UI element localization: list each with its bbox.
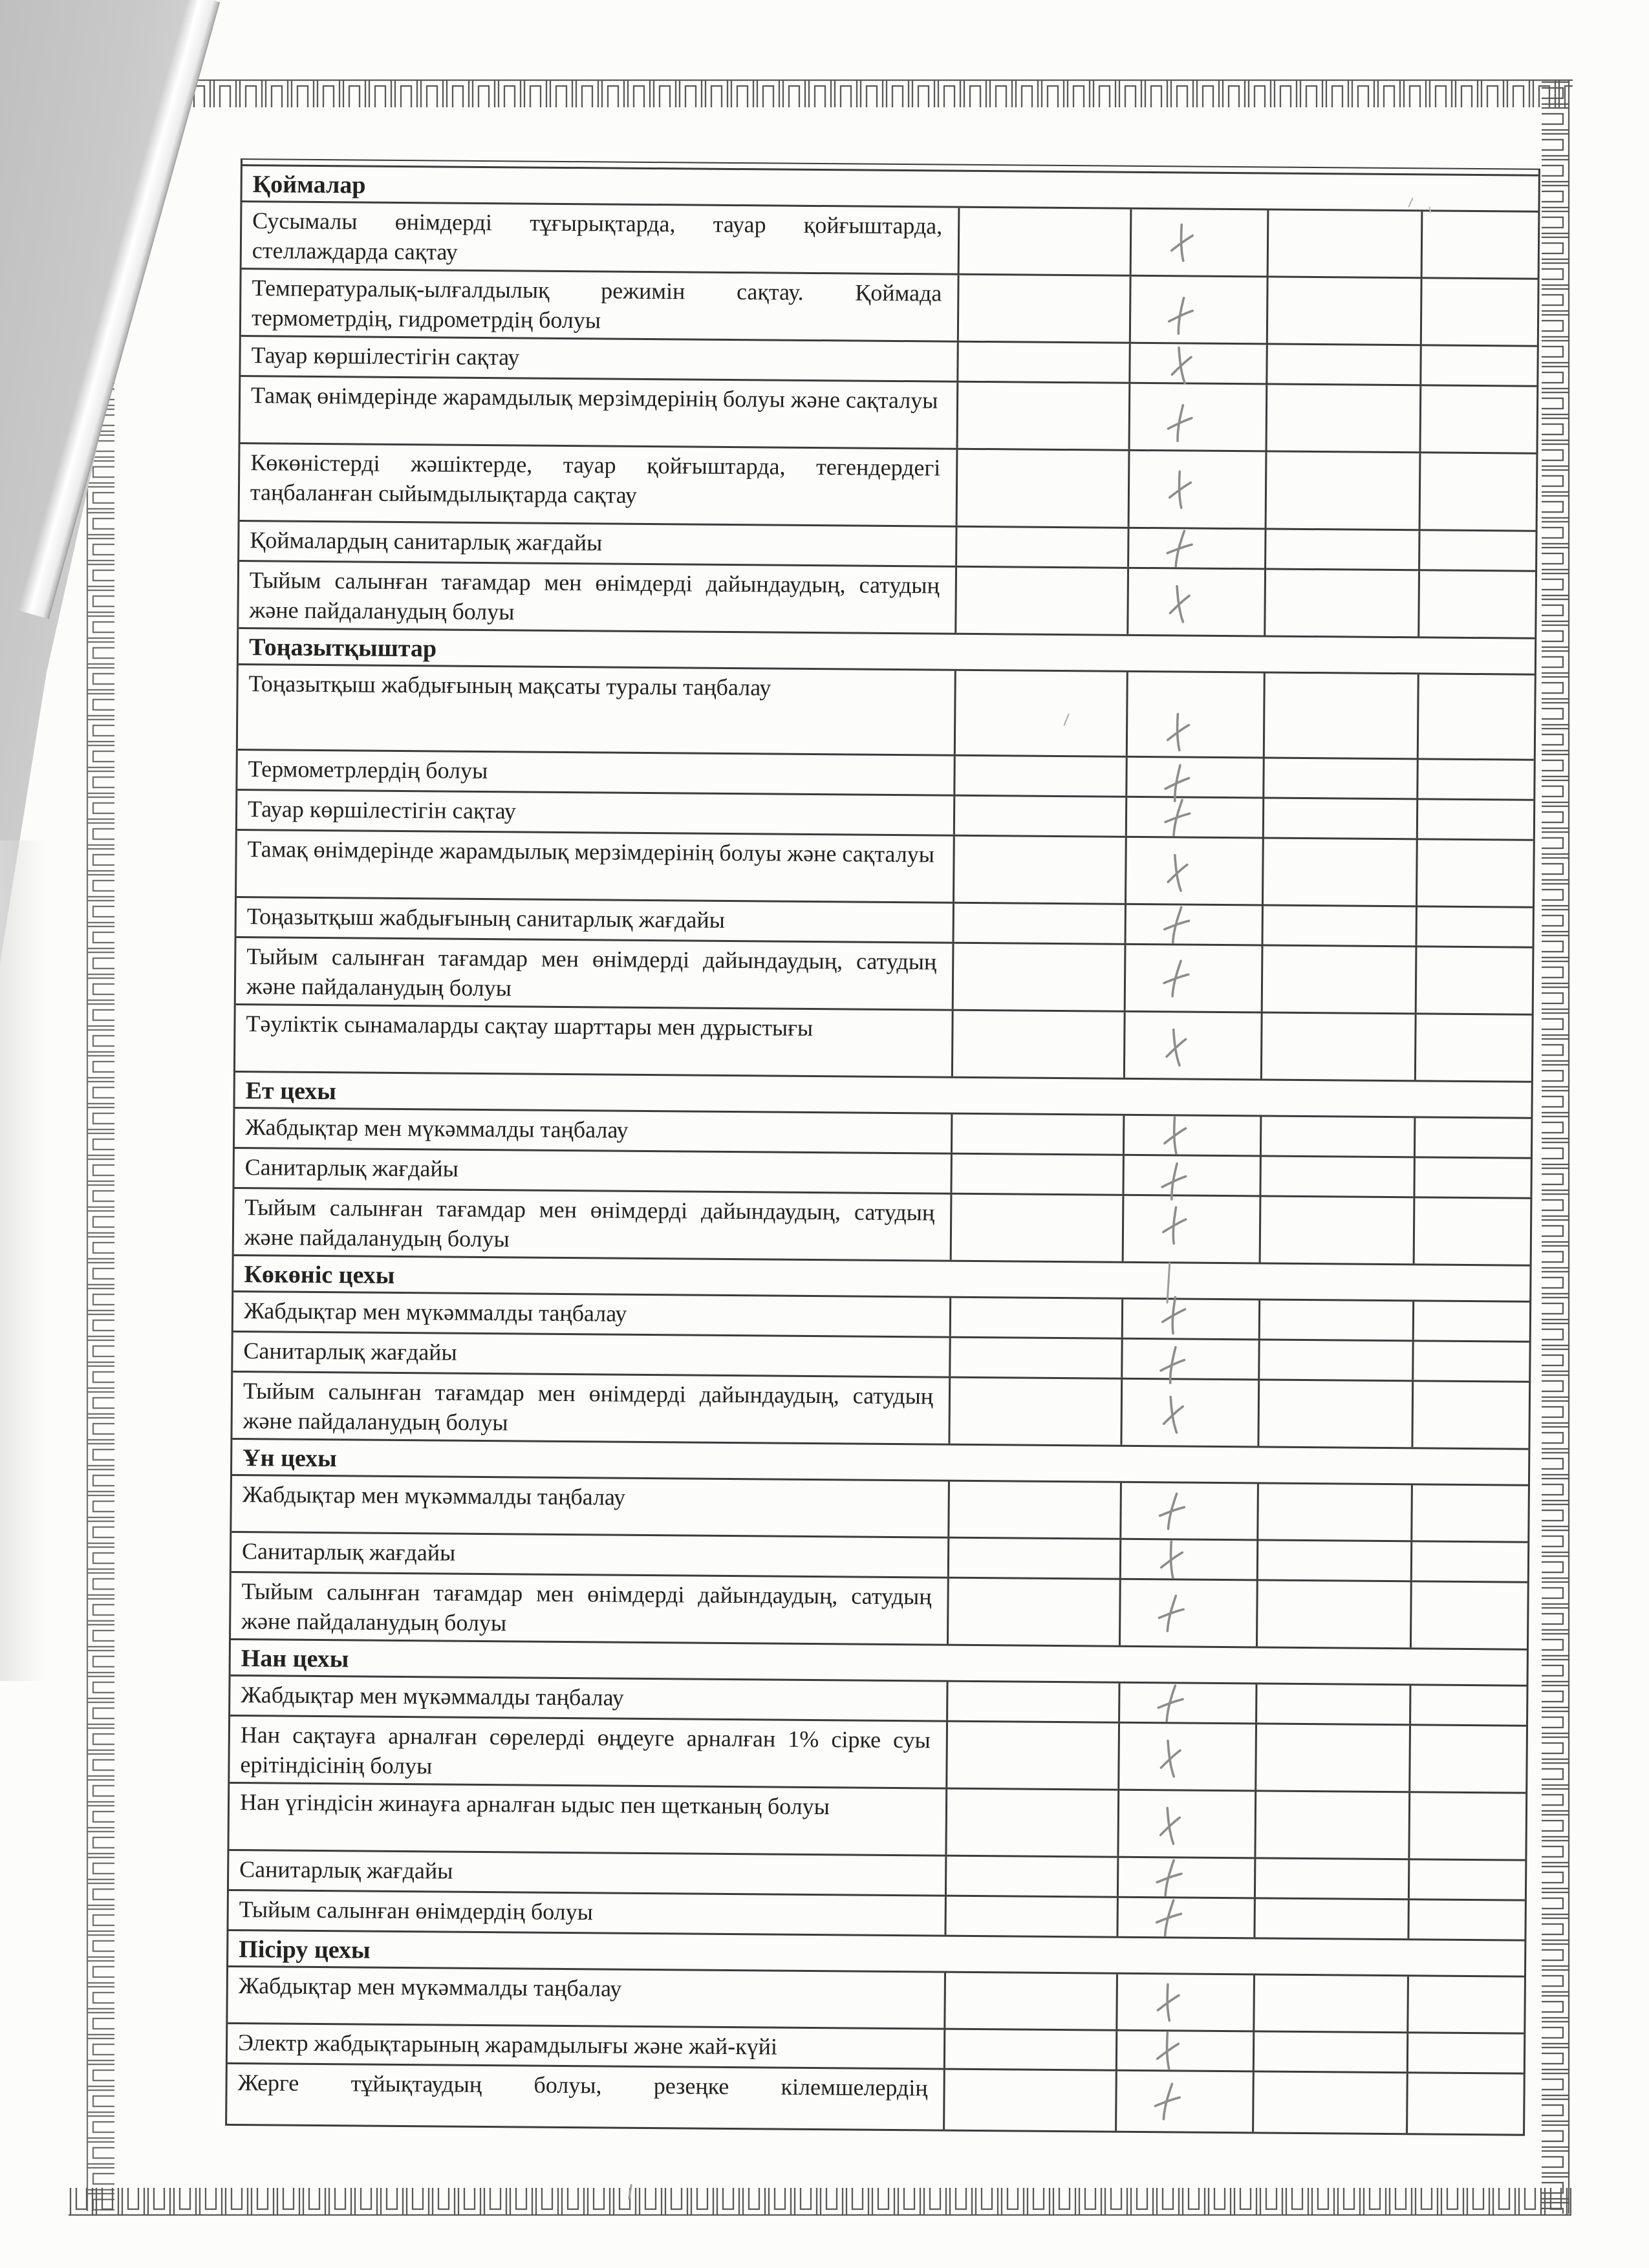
pencil-cross-mark-icon xyxy=(1152,1680,1189,1726)
row-cell-1 xyxy=(958,450,1130,527)
section-title: Тоңазытқыштар xyxy=(248,634,437,663)
row-cell-4 xyxy=(1417,947,1533,1013)
table-row xyxy=(227,2064,1524,2134)
row-label: Тамақ өнімдерінде жарамдылық мерзімдерінің болуы және сақталуы xyxy=(237,831,955,902)
row-label: Жабдықтар мен мүкәммалды таңбалау xyxy=(235,1109,953,1153)
scan-edge-shadow xyxy=(0,840,45,1681)
table-row xyxy=(239,562,1535,639)
section-title: Қоймалар xyxy=(252,171,366,199)
row-label: Электр жабдықтарының жарамдылығы және жай-күйі xyxy=(228,2024,945,2068)
pencil-cross-mark-icon xyxy=(1153,1736,1189,1781)
section-title: Пісіру цехы xyxy=(239,1936,371,1964)
pencil-cross-mark-icon xyxy=(1153,1590,1189,1636)
row-cell-1 xyxy=(949,1539,1121,1578)
row-cell-1 xyxy=(959,275,1132,342)
row-cell-2 xyxy=(1119,1724,1257,1790)
pencil-cross-mark-icon xyxy=(1152,2030,1183,2072)
pencil-cross-mark-icon xyxy=(1159,1204,1190,1246)
row-cell-3 xyxy=(1264,906,1417,945)
table-row xyxy=(236,938,1533,1016)
row-cell-2 xyxy=(1132,209,1269,276)
section-title: Ет цехы xyxy=(245,1077,337,1106)
row-cell-2 xyxy=(1121,1540,1258,1579)
table-row xyxy=(232,1476,1528,1543)
row-cell-3 xyxy=(1269,210,1423,277)
row-cell-1 xyxy=(954,904,1126,943)
row-cell-1 xyxy=(949,1579,1121,1645)
row-cell-1 xyxy=(956,671,1128,756)
row-cell-4 xyxy=(1413,1382,1529,1448)
row-cell-3 xyxy=(1267,345,1421,384)
row-label: Санитарлық жағдайы xyxy=(235,1149,953,1193)
row-cell-4 xyxy=(1422,279,1538,345)
row-cell-3 xyxy=(1261,1197,1416,1263)
row-cell-2 xyxy=(1126,838,1264,904)
row-cell-3 xyxy=(1263,946,1417,1012)
pencil-cross-mark-icon xyxy=(1159,902,1195,947)
row-label: Тыйым салынған тағамдар мен өнімдерді дайындаудың, сатудың және пайдаланудың болуы xyxy=(234,1189,953,1260)
section-title: Көкөніс цехы xyxy=(244,1261,395,1289)
row-cell-3 xyxy=(1256,1724,1411,1791)
row-label: Тәуліктік сынамаларды сақтау шарттары мен дұрыстығы xyxy=(235,1005,954,1076)
row-cell-1 xyxy=(945,2070,1117,2131)
row-cell-2 xyxy=(1128,569,1266,636)
row-label: Термометрлердің болуы xyxy=(237,751,955,795)
row-cell-4 xyxy=(1418,800,1533,839)
row-cell-1 xyxy=(957,528,1129,567)
row-cell-2 xyxy=(1121,1483,1259,1539)
row-cell-1 xyxy=(953,1011,1126,1078)
row-cell-1 xyxy=(951,1298,1123,1338)
table-row xyxy=(242,202,1538,280)
row-cell-4 xyxy=(1408,1976,1524,2032)
row-cell-3 xyxy=(1260,1300,1414,1340)
row-cell-3 xyxy=(1260,1340,1414,1380)
pencil-cross-mark-icon xyxy=(1164,294,1198,337)
pencil-cross-mark-icon xyxy=(1163,401,1197,444)
row-cell-2 xyxy=(1128,672,1266,757)
row-cell-4 xyxy=(1414,1301,1529,1340)
table-row xyxy=(240,444,1536,532)
row-cell-2 xyxy=(1130,451,1267,528)
row-cell-2 xyxy=(1123,1300,1260,1339)
row-cell-4 xyxy=(1421,386,1536,452)
row-cell-1 xyxy=(956,568,1129,634)
table-row xyxy=(238,665,1535,761)
row-cell-2 xyxy=(1119,1791,1256,1857)
pencil-cross-mark-icon xyxy=(1153,1982,1184,2024)
row-cell-4 xyxy=(1416,1014,1532,1080)
row-cell-3 xyxy=(1258,1581,1412,1647)
row-cell-3 xyxy=(1264,758,1418,798)
pencil-cross-mark-icon xyxy=(1163,711,1194,753)
row-cell-1 xyxy=(951,1338,1123,1378)
row-cell-2 xyxy=(1130,344,1267,383)
row-label: Тамақ өнімдерінде жарамдылық мерзімдерінің болуы және сақталуы xyxy=(241,377,959,448)
checklist-table xyxy=(225,158,1540,2136)
row-label: Санитарлық жағдайы xyxy=(232,1533,949,1577)
row-label: Сусымалы өнімдерді тұғырықтарда, тауар қойғыштарда, стеллаждарда сақтау xyxy=(242,202,960,273)
row-cell-3 xyxy=(1265,673,1419,758)
row-cell-4 xyxy=(1410,1726,1526,1792)
row-cell-2 xyxy=(1117,2031,1255,2071)
row-cell-4 xyxy=(1415,1158,1530,1197)
row-cell-3 xyxy=(1268,277,1423,344)
row-cell-4 xyxy=(1408,2033,1524,2072)
row-cell-3 xyxy=(1255,1975,1409,2031)
row-cell-4 xyxy=(1419,674,1535,758)
row-cell-4 xyxy=(1412,1582,1527,1648)
greek-key-border-left xyxy=(85,304,114,2211)
row-cell-3 xyxy=(1266,530,1420,569)
greek-key-border-top xyxy=(186,78,1573,107)
row-cell-3 xyxy=(1256,1859,1410,1898)
row-cell-3 xyxy=(1256,1792,1410,1858)
row-cell-3 xyxy=(1262,1117,1416,1156)
row-cell-3 xyxy=(1267,452,1421,529)
row-cell-1 xyxy=(953,1115,1125,1154)
row-cell-4 xyxy=(1410,1860,1525,1899)
row-cell-1 xyxy=(955,756,1127,796)
row-cell-3 xyxy=(1257,1684,1411,1724)
pencil-cross-mark-icon xyxy=(1162,581,1198,626)
row-label: Жабдықтар мен мүкәммалды таңбалау xyxy=(233,1292,951,1336)
row-cell-1 xyxy=(946,1897,1118,1936)
row-cell-4 xyxy=(1412,1485,1528,1541)
pencil-cross-mark-icon xyxy=(1154,1488,1190,1534)
pencil-cross-mark-icon xyxy=(1167,222,1198,264)
row-cell-1 xyxy=(945,2030,1117,2070)
row-cell-3 xyxy=(1261,1157,1415,1196)
row-label: Жабдықтар мен мүкәммалды таңбалау xyxy=(228,1967,946,2028)
row-cell-2 xyxy=(1117,1974,1255,2031)
table-row xyxy=(237,831,1533,908)
row-cell-3 xyxy=(1264,798,1418,838)
row-cell-1 xyxy=(960,208,1132,275)
row-cell-1 xyxy=(949,1482,1122,1538)
row-cell-4 xyxy=(1416,1118,1531,1157)
row-cell-2 xyxy=(1131,277,1269,343)
pencil-cross-mark-icon xyxy=(1159,1025,1194,1069)
row-label: Тауар көршілестігін сақтау xyxy=(241,337,958,381)
row-cell-2 xyxy=(1126,905,1264,945)
row-cell-3 xyxy=(1266,570,1420,636)
row-label: Жерге тұйықтаудың болуы, резеңке кілемшелердің xyxy=(227,2064,945,2130)
row-label: Тауар көршілестігін сақтау xyxy=(237,791,955,835)
row-cell-2 xyxy=(1126,945,1264,1012)
row-cell-1 xyxy=(948,1682,1120,1722)
row-cell-1 xyxy=(954,837,1127,903)
row-cell-3 xyxy=(1258,1541,1412,1580)
row-cell-2 xyxy=(1121,1580,1258,1647)
table-row xyxy=(234,1189,1531,1267)
row-cell-1 xyxy=(952,1155,1124,1194)
row-cell-1 xyxy=(947,1722,1120,1789)
row-cell-1 xyxy=(945,1973,1118,2029)
row-cell-3 xyxy=(1254,2072,1408,2133)
row-label: Тыйым салынған өнімдердің болуы xyxy=(228,1891,946,1935)
row-cell-2 xyxy=(1120,1684,1257,1723)
row-label: Тыйым салынған тағамдар мен өнімдерді дайындаудың, сатудың және пайдаланудың болуы xyxy=(231,1573,949,1644)
row-cell-4 xyxy=(1414,1342,1529,1380)
row-cell-1 xyxy=(947,1857,1119,1896)
pencil-cross-mark-icon xyxy=(1151,1855,1187,1900)
row-cell-4 xyxy=(1418,760,1533,798)
row-cell-4 xyxy=(1421,453,1536,530)
row-cell-3 xyxy=(1259,1380,1414,1447)
row-label: Жабдықтар мен мүкәммалды таңбалау xyxy=(230,1676,948,1720)
pencil-cross-mark-icon xyxy=(1165,469,1196,511)
row-label: Қоймалардың санитарлық жағдайы xyxy=(239,522,957,566)
row-cell-2 xyxy=(1117,2071,1255,2132)
row-cell-3 xyxy=(1264,839,1418,905)
table-row xyxy=(229,1784,1525,1861)
section-title: Ұн цехы xyxy=(242,1444,337,1473)
greek-key-border-bottom xyxy=(69,2188,1571,2218)
table-row xyxy=(235,1005,1532,1083)
table-row xyxy=(230,1717,1526,1794)
pencil-cross-mark-icon xyxy=(1159,1294,1189,1336)
row-cell-2 xyxy=(1122,1380,1260,1446)
row-label: Тыйым салынған тағамдар мен өнімдерді дайындаудың, сатудың және пайдаланудың болуы xyxy=(239,562,957,633)
row-cell-1 xyxy=(954,944,1126,1011)
pencil-cross-mark-icon xyxy=(1158,956,1194,1001)
row-label: Санитарлық жағдайы xyxy=(233,1332,951,1376)
row-label: Санитарлық жағдайы xyxy=(229,1851,947,1895)
row-cell-2 xyxy=(1123,1340,1260,1379)
row-cell-1 xyxy=(955,797,1127,836)
row-cell-2 xyxy=(1130,384,1268,451)
row-cell-3 xyxy=(1255,2032,1408,2071)
pencil-cross-mark-icon xyxy=(1158,1159,1191,1203)
pencil-cross-mark-icon xyxy=(1160,850,1196,895)
pencil-cross-mark-icon xyxy=(1156,1343,1189,1386)
row-cell-1 xyxy=(950,1378,1123,1445)
row-cell-2 xyxy=(1118,1898,1255,1938)
section-title: Нан цехы xyxy=(241,1645,349,1673)
row-label: Нан сақтауға арналған сөрелерді өңдеуге арналған 1% сірке суы ерітіндісінің болуы xyxy=(230,1717,948,1788)
row-cell-3 xyxy=(1255,1899,1409,1938)
row-cell-2 xyxy=(1125,1116,1262,1155)
row-cell-4 xyxy=(1415,1198,1531,1264)
row-cell-2 xyxy=(1124,1196,1262,1263)
row-cell-4 xyxy=(1411,1685,1526,1724)
pencil-cross-mark-icon xyxy=(1156,1392,1191,1437)
pencil-cross-mark-icon xyxy=(1151,1895,1187,1940)
row-cell-1 xyxy=(952,1195,1125,1261)
row-cell-4 xyxy=(1417,840,1533,906)
row-cell-3 xyxy=(1267,385,1422,451)
row-label: Тоңазытқыш жабдығының мақсаты туралы таңбалау xyxy=(238,665,956,754)
row-cell-2 xyxy=(1127,798,1264,837)
table-row xyxy=(232,1373,1529,1450)
row-cell-2 xyxy=(1129,529,1266,568)
row-cell-3 xyxy=(1262,1013,1417,1080)
row-cell-1 xyxy=(958,383,1131,449)
row-cell-3 xyxy=(1258,1484,1413,1540)
row-cell-4 xyxy=(1420,531,1535,570)
row-cell-4 xyxy=(1421,346,1536,385)
row-cell-4 xyxy=(1417,907,1532,946)
pencil-cross-mark-icon xyxy=(1159,1115,1191,1157)
row-cell-2 xyxy=(1119,1858,1256,1898)
row-cell-2 xyxy=(1124,1156,1261,1195)
row-cell-2 xyxy=(1127,758,1264,797)
row-cell-4 xyxy=(1419,571,1535,637)
row-cell-4 xyxy=(1410,1793,1525,1859)
table-row xyxy=(228,1967,1524,2035)
row-label: Температуралық-ылғалдылық режимін сақтау. Қоймада термометрдің, гидрометрдің болуы xyxy=(241,270,960,341)
pencil-cross-mark-icon xyxy=(1152,1803,1188,1848)
row-label: Тыйым салынған тағамдар мен өнімдерді дайындаудың, сатудың және пайдаланудың болуы xyxy=(236,938,954,1009)
row-cell-1 xyxy=(947,1790,1119,1856)
row-cell-4 xyxy=(1423,211,1538,277)
row-cell-4 xyxy=(1409,1900,1524,1939)
row-cell-2 xyxy=(1125,1012,1263,1079)
pencil-cross-mark-icon xyxy=(1156,1539,1187,1581)
table-row xyxy=(241,377,1537,455)
row-cell-4 xyxy=(1412,1542,1527,1581)
table-row xyxy=(231,1573,1527,1651)
row-label: Жабдықтар мен мүкәммалды таңбалау xyxy=(232,1476,950,1537)
row-cell-4 xyxy=(1408,2073,1524,2134)
row-label: Тыйым салынған тағамдар мен өнімдерді дайындаудың, сатудың және пайдаланудың болуы xyxy=(232,1373,951,1444)
row-cell-1 xyxy=(958,343,1130,382)
row-label: Көкөністерді жәшіктерде, тауар қойғыштарда, тегендердегі таңбаланған сыйымдылықтарда сақтау xyxy=(240,444,958,526)
greek-key-border-right xyxy=(1542,80,1571,2214)
table-row xyxy=(241,270,1538,347)
pencil-cross-mark-icon xyxy=(1149,2079,1185,2124)
row-label: Нан үгіндісін жинауға арналған ыдыс пен щетканың болуы xyxy=(229,1784,947,1855)
pencil-cross-mark-icon xyxy=(1164,343,1200,387)
pencil-cross-mark-icon xyxy=(1161,526,1198,571)
row-label: Тоңазытқыш жабдығының санитарлық жағдайы xyxy=(237,898,954,942)
